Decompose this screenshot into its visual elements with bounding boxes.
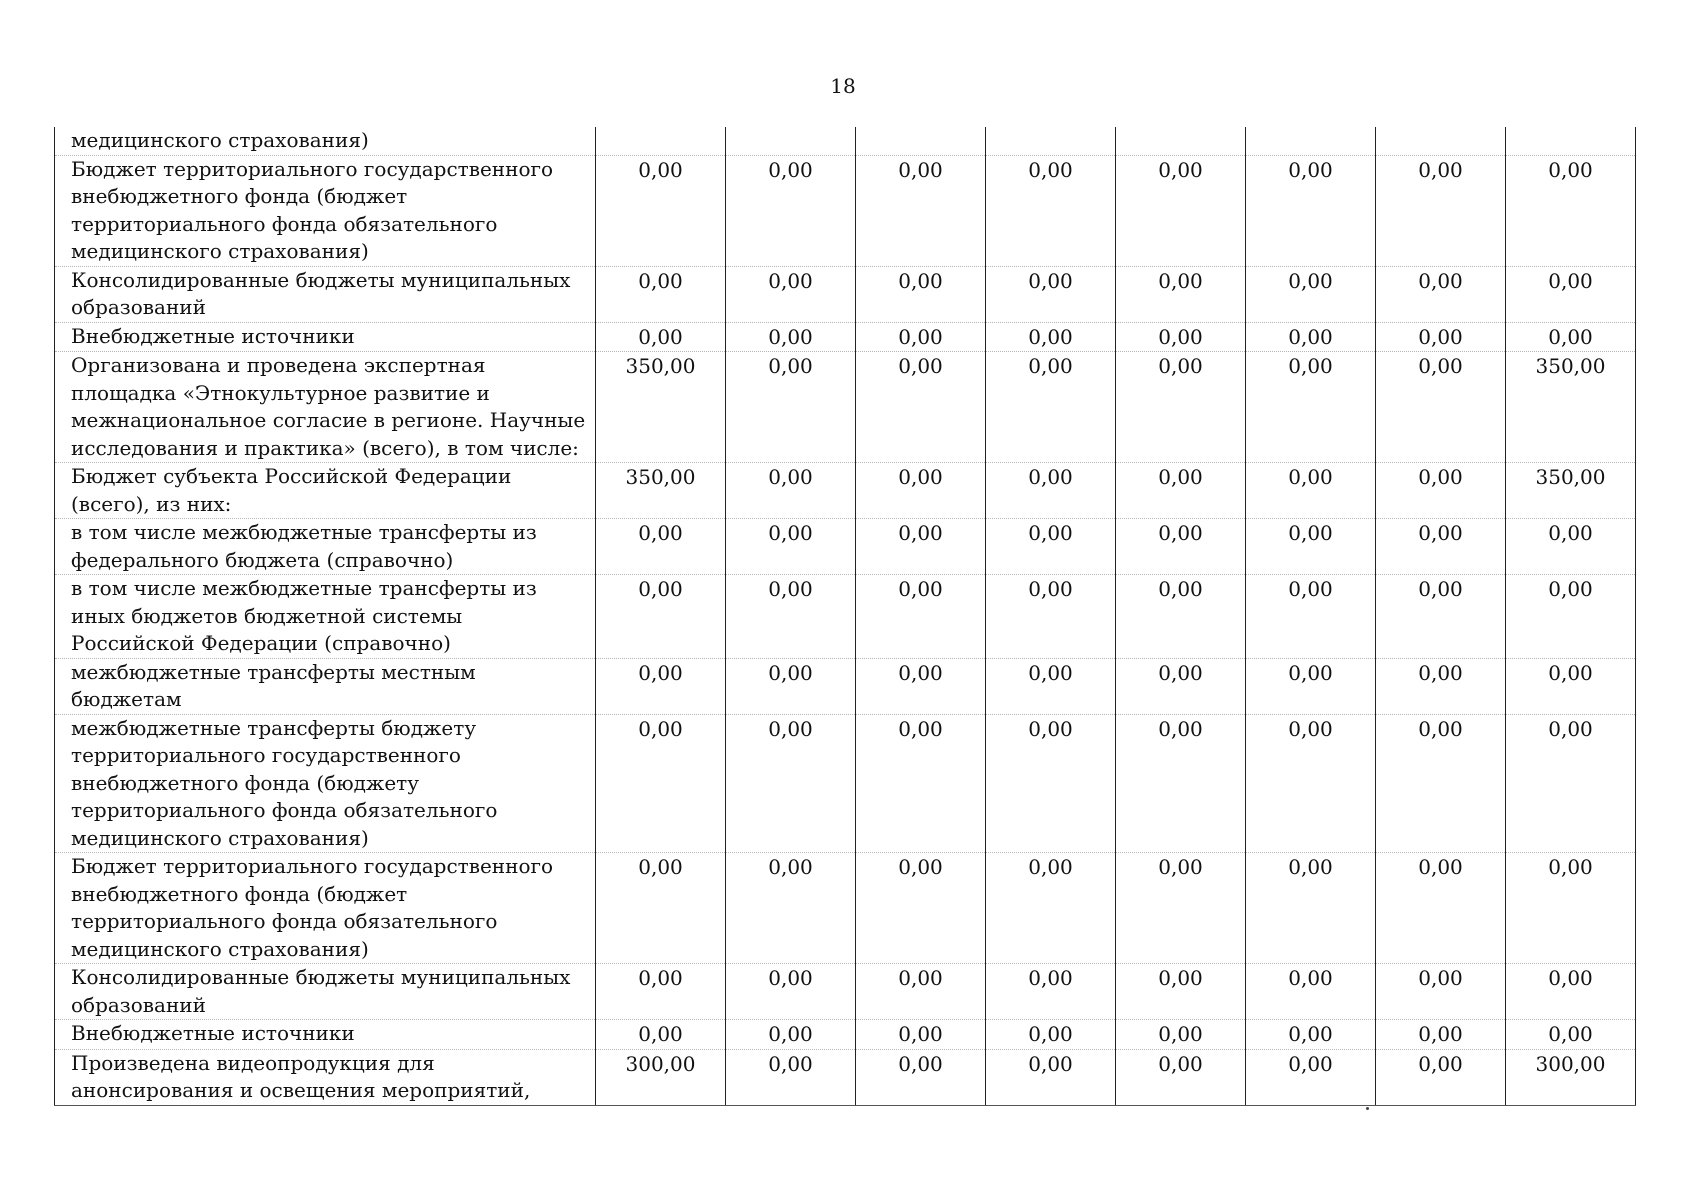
value-cell: 0,00 xyxy=(1246,155,1376,266)
value-cell: 0,00 xyxy=(1116,352,1246,463)
value-cell: 0,00 xyxy=(1376,1049,1506,1105)
table-row xyxy=(55,1049,1636,1105)
value-cell: 0,00 xyxy=(1116,1049,1246,1105)
value-cell xyxy=(1376,127,1506,155)
page-number: 18 xyxy=(830,74,856,98)
value-cell: 0,00 xyxy=(1376,964,1506,1020)
value-cell: 0,00 xyxy=(986,155,1116,266)
row-label: в том числе межбюджетные трансферты из федерального бюджета (справочно) xyxy=(55,519,596,575)
table-row xyxy=(55,322,1636,352)
value-cell: 300,00 xyxy=(596,1049,726,1105)
value-cell: 350,00 xyxy=(1506,463,1636,519)
value-cell: 0,00 xyxy=(1376,658,1506,714)
scan-speck xyxy=(1366,1107,1369,1110)
row-label: межбюджетные трансферты бюджету территориального государственного внебюджетного фонда (бюджету территориального фонда обязательного медицинского страхования) xyxy=(55,714,596,853)
value-cell: 0,00 xyxy=(1506,155,1636,266)
value-cell: 0,00 xyxy=(596,658,726,714)
value-cell xyxy=(986,127,1116,155)
value-cell: 0,00 xyxy=(1246,1020,1376,1050)
budget-table-body xyxy=(55,127,1636,1105)
value-cell: 0,00 xyxy=(1116,575,1246,659)
value-cell: 0,00 xyxy=(726,266,856,322)
value-cell: 0,00 xyxy=(856,853,986,964)
table-row xyxy=(55,463,1636,519)
row-label: в том числе межбюджетные трансферты из иных бюджетов бюджетной системы Российской Федерации (справочно) xyxy=(55,575,596,659)
table-row xyxy=(55,575,1636,659)
value-cell: 0,00 xyxy=(726,658,856,714)
value-cell: 0,00 xyxy=(1246,1049,1376,1105)
row-label: Организована и проведена экспертная площадка «Этнокультурное развитие и межнациональное согласие в регионе. Научные исследования и практика» (всего), в том числе: xyxy=(55,352,596,463)
value-cell: 0,00 xyxy=(1376,714,1506,853)
value-cell: 0,00 xyxy=(986,266,1116,322)
value-cell xyxy=(1506,127,1636,155)
value-cell: 0,00 xyxy=(1116,964,1246,1020)
table-row xyxy=(55,127,1636,155)
table-row xyxy=(55,964,1636,1020)
value-cell: 0,00 xyxy=(1506,519,1636,575)
value-cell: 0,00 xyxy=(856,575,986,659)
value-cell: 0,00 xyxy=(1506,322,1636,352)
value-cell: 0,00 xyxy=(596,964,726,1020)
row-label: Произведена видеопродукция для анонсирования и освещения мероприятий, xyxy=(55,1049,596,1105)
value-cell: 0,00 xyxy=(856,519,986,575)
value-cell: 0,00 xyxy=(1246,266,1376,322)
value-cell: 0,00 xyxy=(1116,266,1246,322)
value-cell: 0,00 xyxy=(726,155,856,266)
row-label: межбюджетные трансферты местным бюджетам xyxy=(55,658,596,714)
value-cell: 0,00 xyxy=(986,658,1116,714)
value-cell: 0,00 xyxy=(986,352,1116,463)
value-cell: 0,00 xyxy=(1506,266,1636,322)
value-cell: 0,00 xyxy=(1376,322,1506,352)
value-cell: 0,00 xyxy=(726,519,856,575)
value-cell: 0,00 xyxy=(1116,853,1246,964)
row-label: Внебюджетные источники xyxy=(55,322,596,352)
value-cell: 0,00 xyxy=(856,352,986,463)
table-row xyxy=(55,352,1636,463)
value-cell: 0,00 xyxy=(596,155,726,266)
table-row xyxy=(55,853,1636,964)
value-cell: 0,00 xyxy=(986,322,1116,352)
value-cell: 0,00 xyxy=(1376,352,1506,463)
table-row xyxy=(55,658,1636,714)
value-cell: 0,00 xyxy=(1376,853,1506,964)
value-cell: 0,00 xyxy=(856,322,986,352)
value-cell: 0,00 xyxy=(856,266,986,322)
value-cell: 0,00 xyxy=(856,1020,986,1050)
value-cell: 0,00 xyxy=(596,853,726,964)
value-cell: 0,00 xyxy=(1116,322,1246,352)
value-cell: 0,00 xyxy=(1506,714,1636,853)
value-cell: 0,00 xyxy=(986,519,1116,575)
value-cell: 0,00 xyxy=(1506,1020,1636,1050)
value-cell xyxy=(596,127,726,155)
value-cell: 0,00 xyxy=(726,352,856,463)
row-label: Внебюджетные источники xyxy=(55,1020,596,1050)
value-cell: 0,00 xyxy=(856,155,986,266)
value-cell: 0,00 xyxy=(596,322,726,352)
table-row xyxy=(55,519,1636,575)
value-cell: 0,00 xyxy=(1116,519,1246,575)
value-cell xyxy=(726,127,856,155)
value-cell: 0,00 xyxy=(986,1049,1116,1105)
table-row xyxy=(55,1020,1636,1050)
value-cell: 0,00 xyxy=(1246,352,1376,463)
value-cell: 0,00 xyxy=(596,519,726,575)
value-cell: 0,00 xyxy=(726,853,856,964)
value-cell: 0,00 xyxy=(856,714,986,853)
row-label: Консолидированные бюджеты муниципальных образований xyxy=(55,266,596,322)
value-cell: 0,00 xyxy=(1376,155,1506,266)
value-cell: 0,00 xyxy=(726,1049,856,1105)
value-cell: 0,00 xyxy=(1506,964,1636,1020)
value-cell: 0,00 xyxy=(1506,658,1636,714)
value-cell: 0,00 xyxy=(596,575,726,659)
value-cell: 0,00 xyxy=(726,463,856,519)
value-cell: 0,00 xyxy=(1246,714,1376,853)
value-cell xyxy=(1246,127,1376,155)
value-cell: 0,00 xyxy=(1116,155,1246,266)
value-cell: 350,00 xyxy=(596,463,726,519)
value-cell: 0,00 xyxy=(986,575,1116,659)
row-label: Бюджет субъекта Российской Федерации (всего), из них: xyxy=(55,463,596,519)
value-cell: 0,00 xyxy=(1116,658,1246,714)
value-cell: 0,00 xyxy=(1376,463,1506,519)
value-cell: 0,00 xyxy=(1246,322,1376,352)
value-cell: 0,00 xyxy=(986,853,1116,964)
value-cell: 0,00 xyxy=(1376,266,1506,322)
row-label: Консолидированные бюджеты муниципальных образований xyxy=(55,964,596,1020)
value-cell: 350,00 xyxy=(596,352,726,463)
value-cell: 0,00 xyxy=(726,575,856,659)
budget-table-container xyxy=(54,127,1636,1106)
value-cell: 0,00 xyxy=(726,322,856,352)
value-cell: 0,00 xyxy=(1506,853,1636,964)
budget-table xyxy=(54,127,1636,1106)
value-cell xyxy=(1116,127,1246,155)
value-cell: 0,00 xyxy=(1246,575,1376,659)
value-cell: 0,00 xyxy=(1116,1020,1246,1050)
value-cell xyxy=(856,127,986,155)
value-cell: 0,00 xyxy=(596,266,726,322)
value-cell: 0,00 xyxy=(856,1049,986,1105)
row-label: Бюджет территориального государственного внебюджетного фонда (бюджет территориального фонда обязательного медицинского страхования) xyxy=(55,155,596,266)
value-cell: 0,00 xyxy=(986,964,1116,1020)
value-cell: 0,00 xyxy=(1246,463,1376,519)
value-cell: 0,00 xyxy=(1116,463,1246,519)
value-cell: 0,00 xyxy=(1376,575,1506,659)
value-cell: 0,00 xyxy=(1246,853,1376,964)
value-cell: 300,00 xyxy=(1506,1049,1636,1105)
table-row xyxy=(55,155,1636,266)
value-cell: 0,00 xyxy=(856,964,986,1020)
value-cell: 0,00 xyxy=(1376,1020,1506,1050)
value-cell: 0,00 xyxy=(726,964,856,1020)
value-cell: 0,00 xyxy=(986,714,1116,853)
value-cell: 0,00 xyxy=(596,714,726,853)
value-cell: 0,00 xyxy=(1116,714,1246,853)
value-cell: 0,00 xyxy=(986,463,1116,519)
value-cell: 0,00 xyxy=(596,1020,726,1050)
value-cell: 0,00 xyxy=(856,463,986,519)
value-cell: 0,00 xyxy=(1246,964,1376,1020)
value-cell: 0,00 xyxy=(1506,575,1636,659)
value-cell: 0,00 xyxy=(1246,658,1376,714)
row-label: Бюджет территориального государственного внебюджетного фонда (бюджет территориального фонда обязательного медицинского страхования) xyxy=(55,853,596,964)
value-cell: 0,00 xyxy=(726,1020,856,1050)
row-label: медицинского страхования) xyxy=(55,127,596,155)
value-cell: 0,00 xyxy=(856,658,986,714)
value-cell: 0,00 xyxy=(986,1020,1116,1050)
value-cell: 0,00 xyxy=(1376,519,1506,575)
value-cell: 0,00 xyxy=(1246,519,1376,575)
value-cell: 350,00 xyxy=(1506,352,1636,463)
table-row xyxy=(55,714,1636,853)
value-cell: 0,00 xyxy=(726,714,856,853)
table-row xyxy=(55,266,1636,322)
